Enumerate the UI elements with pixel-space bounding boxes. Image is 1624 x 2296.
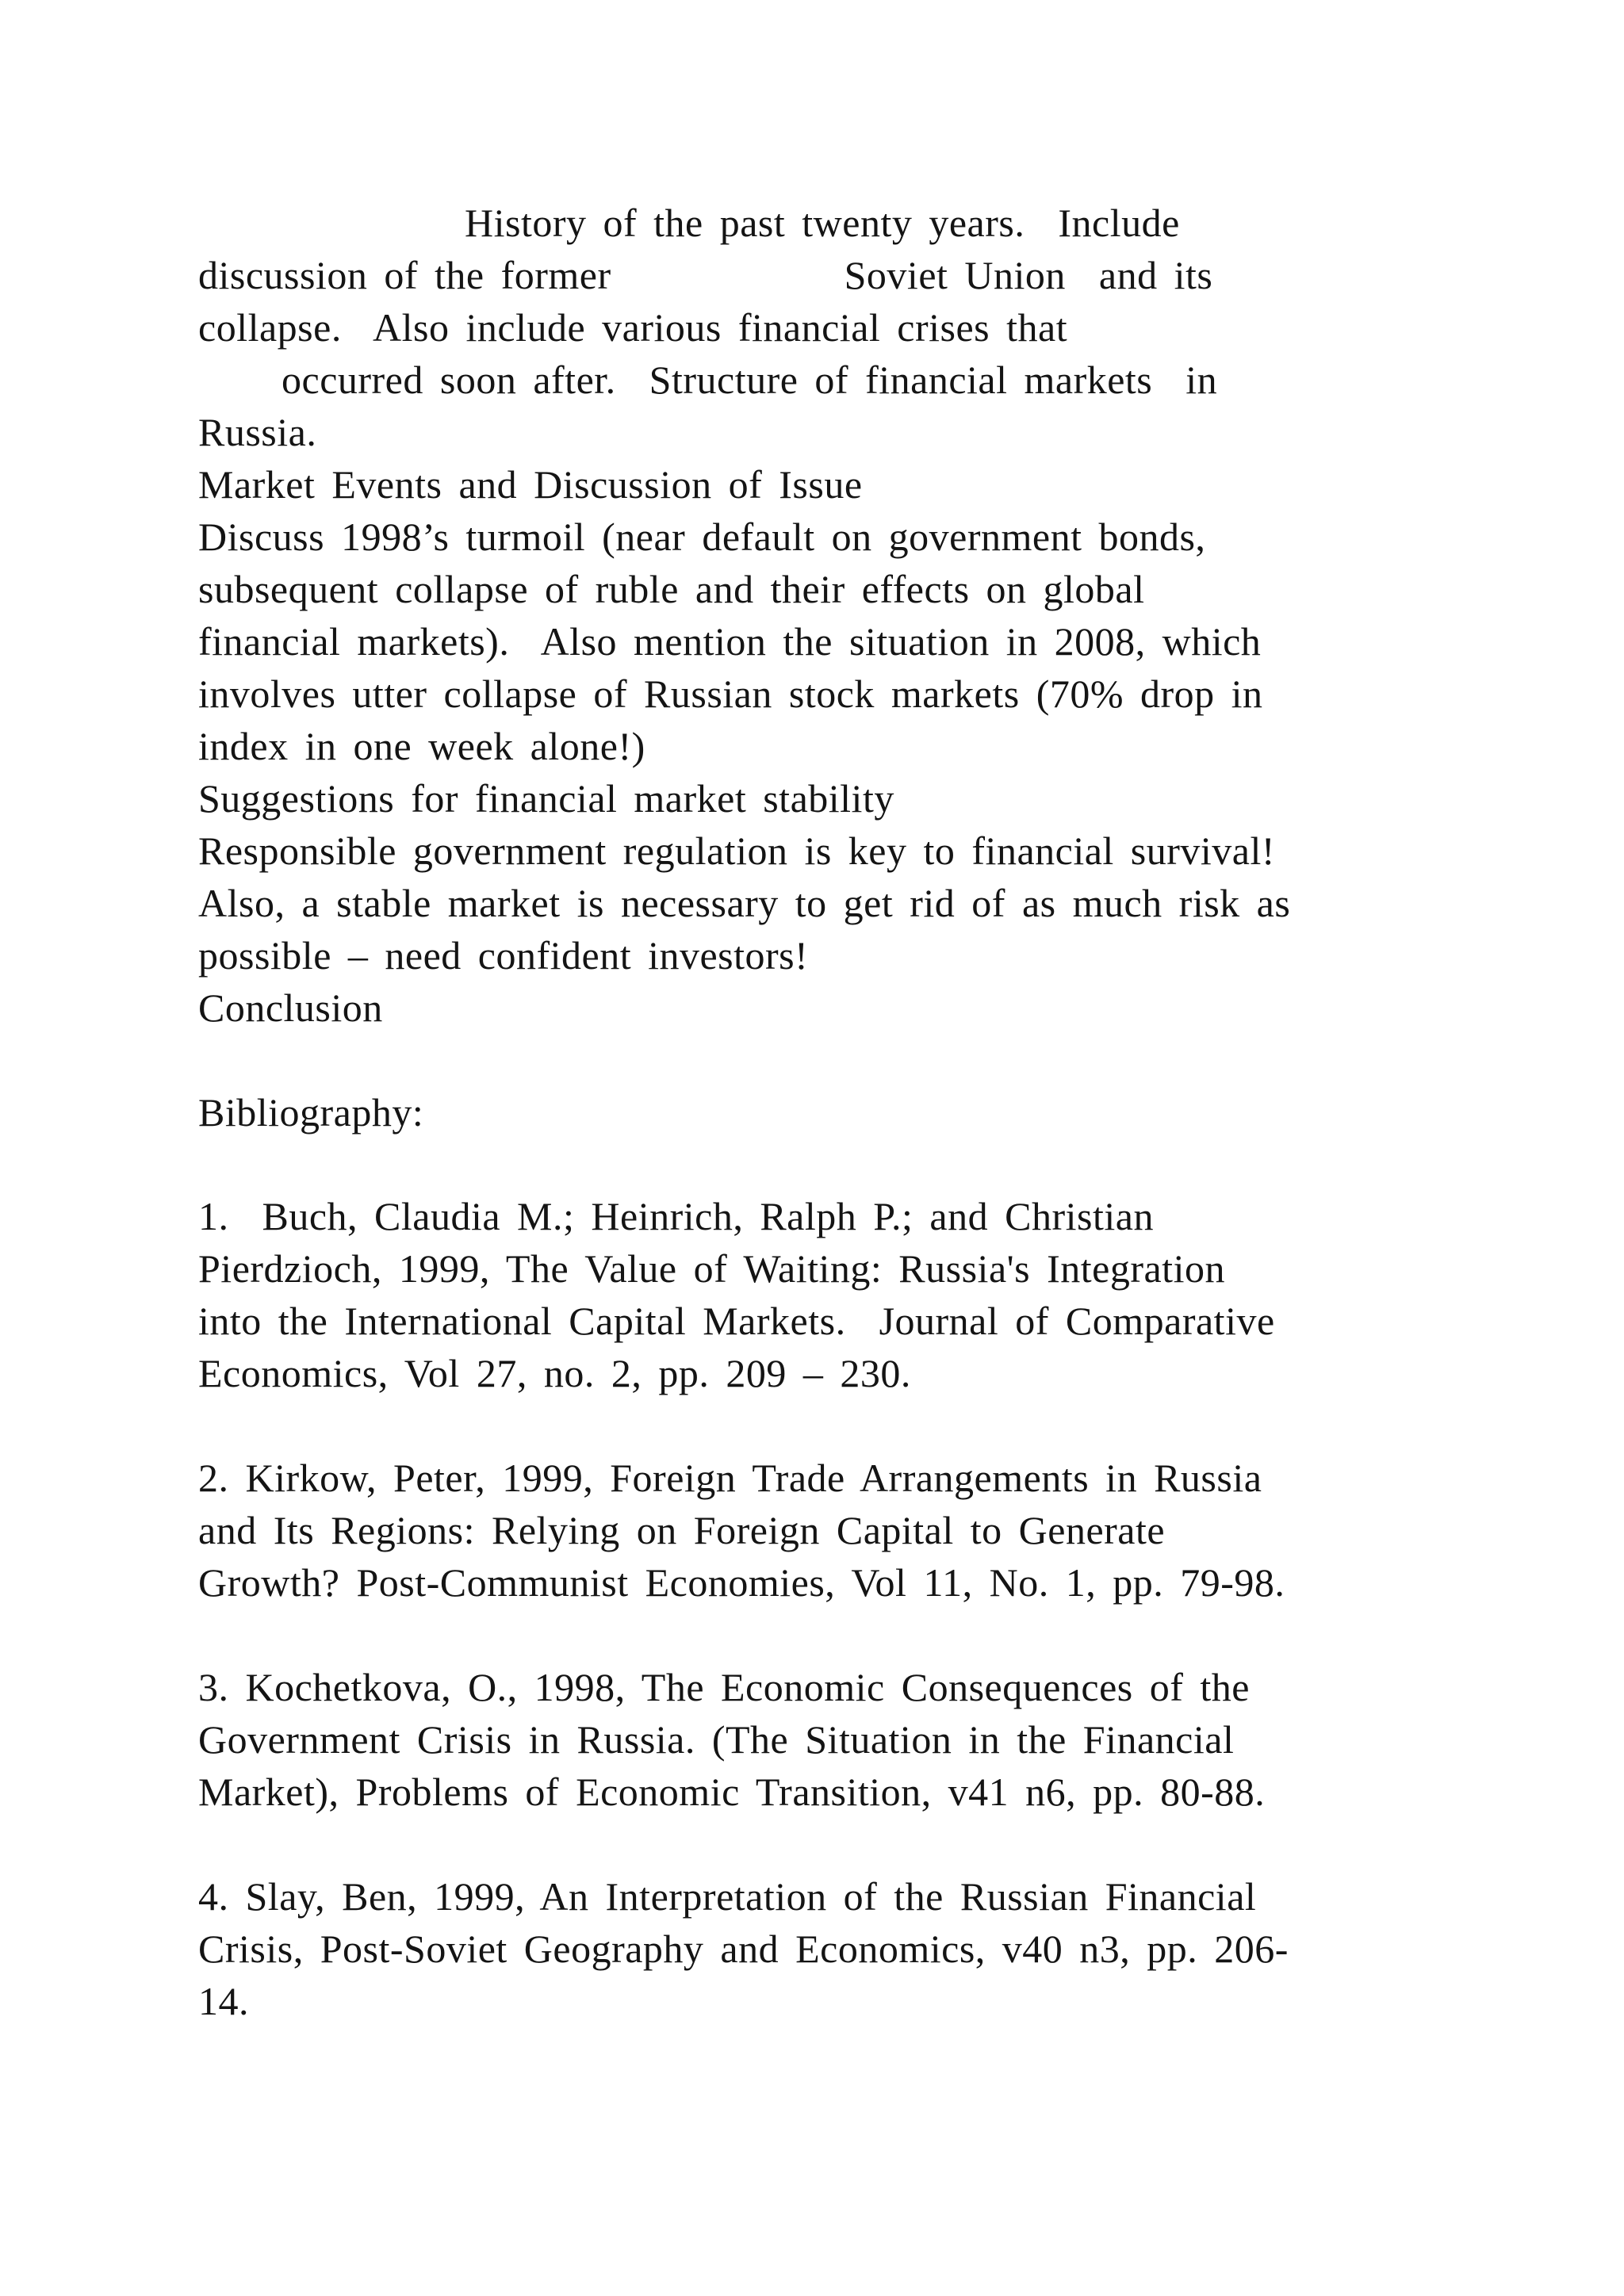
market-events-line-2: subsequent collapse of ruble and their effects on global <box>198 567 1145 611</box>
bibliography-entry-3-line-1: 3. Kochetkova, O., 1998, The Economic Consequences of the <box>198 1665 1250 1709</box>
bibliography-entry-3-line-3: Market), Problems of Economic Transition, v41 n6, pp. 80-88. <box>198 1770 1266 1814</box>
bibliography-entry-3-line-2: Government Crisis in Russia. (The Situation in the Financial <box>198 1717 1235 1762</box>
bibliography-heading: Bibliography: <box>198 1090 424 1135</box>
bibliography-entry-4-line-2: Crisis, Post-Soviet Geography and Economics, v40 n3, pp. 206- <box>198 1927 1289 1971</box>
suggestions-line-3: possible – need confident investors! <box>198 933 809 978</box>
bibliography-entry-1-line-4: Economics, Vol 27, no. 2, pp. 209 – 230. <box>198 1351 911 1395</box>
bibliography-entry-1-line-2: Pierdzioch, 1999, The Value of Waiting: Russia's Integration <box>198 1246 1225 1291</box>
bibliography-entry-2-line-2: and Its Regions: Relying on Foreign Capital to Generate <box>198 1508 1166 1552</box>
bibliography-entry-1-line-1: 1. Buch, Claudia M.; Heinrich, Ralph P.; and Christian <box>198 1194 1154 1238</box>
intro-line-5: Russia. <box>198 410 317 454</box>
bibliography-entry-4-line-3: 14. <box>198 1979 249 2023</box>
intro-line-3: collapse. Also include various financial crises that <box>198 305 1068 350</box>
conclusion-heading: Conclusion <box>198 985 383 1030</box>
bibliography-entry-4-line-1: 4. Slay, Ben, 1999, An Interpretation of the Russian Financial <box>198 1874 1257 1919</box>
intro-line-2: discussion of the former Soviet Union and its <box>198 253 1213 297</box>
suggestions-line-2: Also, a stable market is necessary to get rid of as much risk as <box>198 881 1291 925</box>
market-events-line-5: index in one week alone!) <box>198 724 645 768</box>
market-events-line-3: financial markets). Also mention the situation in 2008, which <box>198 619 1262 664</box>
market-events-line-1: Discuss 1998’s turmoil (near default on government bonds, <box>198 515 1206 559</box>
intro-line-4: occurred soon after. Structure of financial markets in <box>198 358 1218 402</box>
bibliography-entry-2-line-1: 2. Kirkow, Peter, 1999, Foreign Trade Arrangements in Russia <box>198 1456 1262 1500</box>
suggestions-heading: Suggestions for financial market stability <box>198 776 894 821</box>
bibliography-entry-1-line-3: into the International Capital Markets. Journal of Comparative <box>198 1299 1275 1343</box>
bibliography-entry-2-line-3: Growth? Post-Communist Economies, Vol 11, No. 1, pp. 79-98. <box>198 1560 1285 1605</box>
market-events-line-4: involves utter collapse of Russian stock markets (70% drop in <box>198 672 1263 716</box>
suggestions-line-1: Responsible government regulation is key to financial survival! <box>198 828 1276 873</box>
market-events-heading: Market Events and Discussion of Issue <box>198 462 863 507</box>
intro-line-1: History of the past twenty years. Include <box>198 201 1180 245</box>
